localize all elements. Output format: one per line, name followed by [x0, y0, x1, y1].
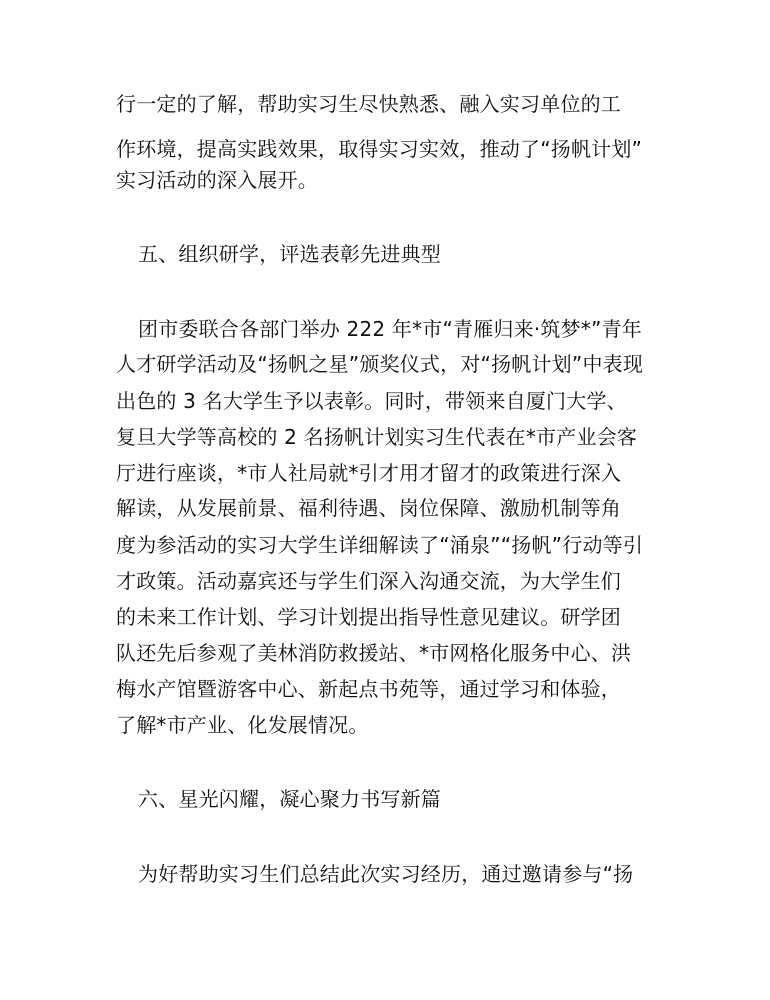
paragraph-line: 队还先后参观了美林消防救援站、*市网格化服务中心、洪: [116, 641, 632, 665]
paragraph-line: 了解*市产业、化发展情况。: [116, 713, 369, 737]
paragraph-line: 厅进行座谈，*市人社局就*引才用才留才的政策进行深入: [116, 461, 622, 485]
paragraph-line: 梅水产馆暨游客中心、新起点书苑等，通过学习和体验，: [116, 677, 621, 701]
paragraph-line: 作环境，提高实践效果，取得实习实效，推动了“扬帆计划”: [116, 137, 643, 161]
paragraph-line: 度为参活动的实习大学生详细解读了“涌泉”“扬帆”行动等引: [116, 533, 644, 557]
section-heading: 六、星光闪耀，凝心聚力书写新篇: [138, 787, 441, 811]
paragraph-line: 解读，从发展前景、福利待遇、岗位保障、激励机制等角: [116, 496, 621, 520]
paragraph-line: 才政策。活动嘉宾还与学生们深入沟通交流，为大学生们: [116, 569, 621, 593]
section-heading: 五、组织研学，评选表彰先进典型: [138, 242, 441, 266]
paragraph-line: 出色的 3 名大学生予以表彰。同时，带领来自厦门大学、: [116, 389, 627, 413]
paragraph-line: 为好帮助实习生们总结此次实习经历，通过邀请参与“扬: [138, 862, 634, 886]
paragraph-line: 复旦大学等高校的 2 名扬帆计划实习生代表在*市产业会客: [116, 425, 638, 449]
paragraph-line: 实习活动的深入展开。: [116, 168, 318, 192]
paragraph-line: 人才研学活动及“扬帆之星”颁奖仪式，对“扬帆计划”中表现: [116, 352, 644, 376]
paragraph-line: 的未来工作计划、学习计划提出指导性意见建议。研学团: [116, 605, 621, 629]
paragraph-line: 行一定的了解，帮助实习生尽快熟悉、融入实习单位的工: [116, 92, 621, 116]
paragraph-line: 团市委联合各部门举办 222 年*市“青雁归来·筑梦*”青年: [138, 317, 642, 341]
